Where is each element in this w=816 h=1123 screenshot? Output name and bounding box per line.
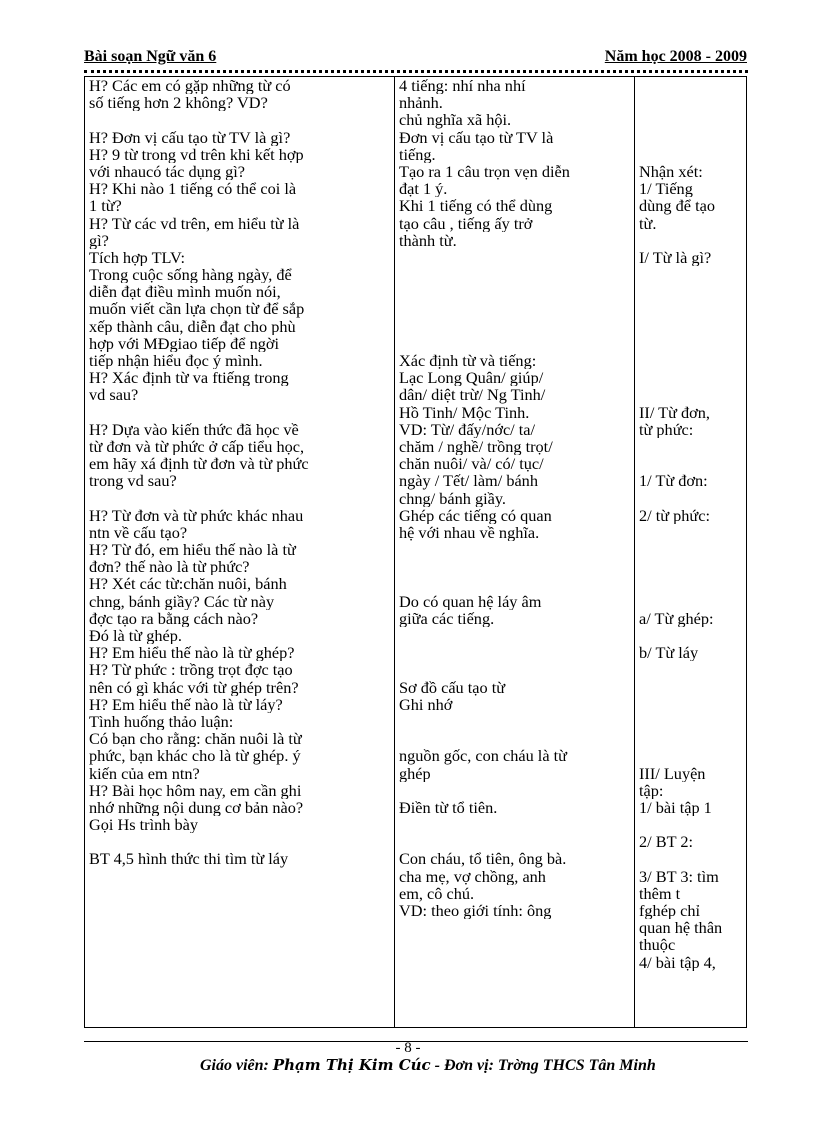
- col3-line: [639, 94, 743, 111]
- col3-line: [639, 266, 743, 283]
- col1-line: hợp với MĐgiao tiếp để ngời: [89, 334, 279, 352]
- col2-line: giữa các tiếng.: [399, 609, 495, 627]
- col2-line: [399, 627, 631, 644]
- col2-line: Điền từ tổ tiên.: [399, 798, 498, 817]
- col3-line: II/ Từ đơn,: [639, 403, 710, 421]
- col3-line: thêm t: [639, 884, 681, 902]
- col2-line: ghép: [399, 764, 431, 782]
- col3-line: [639, 232, 743, 249]
- col3-line: 2/ từ phức:: [639, 506, 711, 524]
- lesson-notes-column: [639, 77, 743, 971]
- col2-line: chng/ bánh giầy.: [399, 489, 507, 507]
- col2-line: Tạo ra 1 câu trọn vẹn diễn: [399, 162, 570, 181]
- col3-line: [639, 524, 743, 541]
- col2-line: [399, 541, 631, 558]
- col2-line: Hồ Tinh/ Mộc Tinh.: [399, 403, 530, 421]
- col2-line: Xác định từ và tiếng:: [399, 352, 537, 370]
- col2-line: nguồn gốc, con cháu là từ: [399, 747, 567, 765]
- col3-line: [639, 369, 743, 386]
- footer-prefix: Giáo viên:: [200, 1057, 273, 1074]
- col1-line: diễn đạt điều mình muốn nói,: [89, 283, 281, 301]
- col2-line: đạt 1 ý.: [399, 180, 448, 198]
- col3-line: [639, 541, 743, 558]
- col2-line: cha mẹ, vợ chồng, anh: [399, 867, 546, 885]
- col3-line: 4/ bài tập 4,: [639, 953, 716, 971]
- col3-line: [639, 111, 743, 128]
- col3-line: [639, 386, 743, 403]
- col1-line: từ đơn và từ phức ở cấp tiểu học,: [89, 437, 305, 456]
- col1-line: vd sau?: [89, 386, 139, 404]
- col1-line: H? 9 từ trong vd trên khi kết hợp: [89, 145, 304, 163]
- col1-line: [89, 111, 385, 128]
- col2-line: nhảnh.: [399, 94, 443, 112]
- student-answers-column: [399, 77, 631, 919]
- col2-line: [399, 575, 631, 592]
- col2-line: [399, 249, 631, 266]
- col1-line: H? Đơn vị cấu tạo từ TV là gì?: [89, 128, 291, 146]
- col2-line: Do có quan hệ láy âm: [399, 592, 542, 610]
- col1-line: 1 từ?: [89, 197, 122, 215]
- col2-line: Ghi nhớ: [399, 695, 453, 713]
- col3-line: [639, 713, 743, 730]
- col1-line: H? Từ đó, em hiểu thế nào là từ: [89, 541, 296, 559]
- col1-line: gì?: [89, 231, 109, 249]
- col3-line: thuộc: [639, 936, 676, 954]
- col2-line: tiếng.: [399, 145, 436, 163]
- col1-line: [89, 490, 385, 507]
- footer-suffix: - Đơn vị: Trờng THCS Tân Minh: [430, 1057, 656, 1074]
- col3-line: [639, 558, 743, 575]
- col2-line: [399, 713, 631, 730]
- col2-line: Ghép các tiếng có quan: [399, 506, 552, 524]
- col3-line: 1/ Từ đơn:: [639, 472, 708, 490]
- col3-line: 1/ Tiếng: [639, 180, 693, 198]
- col2-line: [399, 816, 631, 833]
- col3-line: tập:: [639, 781, 664, 799]
- col3-line: từ phức:: [639, 420, 694, 438]
- col2-line: Đơn vị cấu tạo từ TV là: [399, 128, 554, 146]
- col2-line: Khi 1 tiếng có thể dùng: [399, 197, 553, 215]
- col2-line: [399, 833, 631, 850]
- col3-line: [639, 352, 743, 369]
- col3-line: [639, 696, 743, 713]
- col3-line: b/ Từ láy: [639, 644, 699, 662]
- col1-line: BT 4,5 hình thức thi tìm từ láy: [89, 850, 289, 868]
- col2-line: Sơ đồ cấu tạo từ: [399, 678, 506, 696]
- col3-line: [639, 593, 743, 610]
- col3-line: [639, 77, 743, 94]
- col3-line: [639, 146, 743, 163]
- teacher-questions-column: [89, 77, 385, 868]
- col2-line: Con cháu, tổ tiên, ông bà.: [399, 850, 567, 868]
- col2-line: [399, 730, 631, 747]
- col1-line: Có bạn cho rằng: chăn nuôi là từ: [89, 730, 302, 748]
- col1-line: H? Từ các vd trên, em hiểu từ là: [89, 214, 300, 232]
- col1-line: tiếp nhận hiểu đọc ý mình.: [89, 352, 263, 370]
- col2-line: [399, 661, 631, 678]
- col3-line: [639, 747, 743, 764]
- col2-line: [399, 558, 631, 575]
- col2-line: em, cô chú.: [399, 884, 475, 902]
- col2-line: [399, 300, 631, 317]
- col1-line: [89, 833, 385, 850]
- col2-line: VD: Từ/ đấy/nớc/ ta/: [399, 420, 536, 438]
- col2-line: [399, 335, 631, 352]
- col3-line: quan hệ thân: [639, 919, 723, 937]
- col1-line: muốn viết cần lựa chọn từ để sắp: [89, 300, 305, 318]
- col3-line: từ.: [639, 214, 657, 232]
- col3-line: III/ Luyện: [639, 764, 706, 782]
- col1-line: đơn? thế nào là từ phức?: [89, 558, 250, 576]
- header-left: Bài soạn Ngữ văn 6: [84, 48, 217, 65]
- col2-line: [399, 283, 631, 300]
- col3-line: [639, 627, 743, 644]
- col1-line: đợc tạo ra bằng cách nào?: [89, 609, 259, 627]
- col3-line: [639, 300, 743, 317]
- col3-line: [639, 816, 743, 833]
- col1-line: xếp thành câu, diễn đạt cho phù: [89, 317, 296, 335]
- col3-line: [639, 283, 743, 300]
- page-number: - 8 -: [395, 1040, 421, 1056]
- col2-line: [399, 782, 631, 799]
- col2-line: Lạc Long Quân/ giúp/: [399, 369, 544, 387]
- col3-line: [639, 490, 743, 507]
- lesson-table: [84, 76, 747, 1028]
- col2-line: chủ nghĩa xã hội.: [399, 111, 512, 129]
- col2-line: dân/ diệt trừ/ Ng Tinh/: [399, 386, 546, 404]
- col1-line: nhớ những nội dung cơ bản nào?: [89, 798, 304, 817]
- column-divider-1: [394, 77, 395, 1027]
- col2-line: ngày / Tết/ làm/ bánh: [399, 472, 538, 490]
- col2-line: chăn nuôi/ và/ có/ tục/: [399, 455, 544, 473]
- col3-line: [639, 129, 743, 146]
- col1-line: Tình huống thảo luận:: [89, 712, 234, 731]
- col3-line: [639, 679, 743, 696]
- col1-line: chng, bánh giầy? Các từ này: [89, 592, 275, 610]
- col2-line: [399, 318, 631, 335]
- col1-line: H? Từ phức : trồng trọt đợc tạo: [89, 661, 293, 679]
- col1-line: kiến của em ntn?: [89, 764, 200, 782]
- col3-line: dùng để tạo: [639, 197, 715, 215]
- col2-line: [399, 644, 631, 661]
- col1-line: số tiếng hơn 2 không? VD?: [89, 94, 268, 112]
- col3-line: [639, 850, 743, 867]
- col2-line: 4 tiếng: nhí nha nhí: [399, 77, 526, 95]
- col3-line: [639, 730, 743, 747]
- col2-line: chăm / nghề/ trồng trọt/: [399, 437, 553, 456]
- col1-line: H? Khi nào 1 tiếng có thể coi là: [89, 180, 297, 198]
- col2-line: VD: theo giới tính: ông: [399, 902, 552, 920]
- col3-line: [639, 335, 743, 352]
- col3-line: 1/ bài tập 1: [639, 798, 712, 817]
- header-right: Năm học 2008 - 2009: [604, 48, 747, 65]
- col1-line: Tích hợp TLV:: [89, 248, 186, 267]
- col1-line: H? Em hiểu thế nào là từ ghép?: [89, 644, 295, 662]
- col1-line: H? Xác định từ va ftiếng trong: [89, 369, 289, 387]
- col2-line: [399, 266, 631, 283]
- col3-line: [639, 575, 743, 592]
- footer: [200, 1056, 656, 1075]
- col3-line: a/ Từ ghép:: [639, 609, 714, 627]
- col1-line: ntn về cấu tạo?: [89, 523, 188, 542]
- col1-line: H? Dựa vào kiến thức đã học về: [89, 420, 299, 438]
- col3-line: 3/ BT 3: tìm: [639, 867, 719, 885]
- header-rule: [84, 70, 748, 73]
- col1-line: trong vd sau?: [89, 472, 177, 490]
- col2-line: tạo câu , tiếng ấy trở: [399, 214, 533, 232]
- col3-line: [639, 661, 743, 678]
- col1-line: Gọi Hs trình bày: [89, 816, 198, 834]
- col1-line: với nhaucó tác dụng gì?: [89, 162, 245, 181]
- col3-line: Nhận xét:: [639, 162, 703, 181]
- column-divider-2: [634, 77, 635, 1027]
- col1-line: Trong cuộc sống hàng ngày, để: [89, 266, 292, 284]
- col1-line: em hãy xá định từ đơn và từ phức: [89, 455, 309, 473]
- col1-line: [89, 404, 385, 421]
- col3-line: fghép chỉ: [639, 902, 701, 920]
- col2-line: hệ với nhau về nghĩa.: [399, 523, 540, 542]
- col3-line: 2/ BT 2:: [639, 833, 693, 851]
- col3-line: [639, 318, 743, 335]
- col3-line: I/ Từ là gì?: [639, 248, 712, 267]
- col3-line: [639, 438, 743, 455]
- col1-line: phức, bạn khác cho là từ ghép. ý: [89, 747, 301, 765]
- col1-line: H? Xét các từ:chăn nuôi, bánh: [89, 575, 287, 593]
- col2-line: thành từ.: [399, 231, 457, 249]
- col1-line: H? Em hiểu thế nào là từ láy?: [89, 695, 283, 713]
- col3-line: [639, 455, 743, 472]
- col1-line: H? Các em có gặp những từ có: [89, 77, 291, 95]
- col1-line: H? Từ đơn và từ phức khác nhau: [89, 506, 304, 524]
- col1-line: H? Bài học hôm nay, em cần ghi: [89, 781, 302, 799]
- col1-line: Đó là từ ghép.: [89, 627, 182, 645]
- footer-teacher: Phạm Thị Kim Cúc: [272, 1056, 431, 1074]
- page-header: [84, 48, 747, 70]
- col1-line: nên có gì khác với từ ghép trên?: [89, 678, 299, 696]
